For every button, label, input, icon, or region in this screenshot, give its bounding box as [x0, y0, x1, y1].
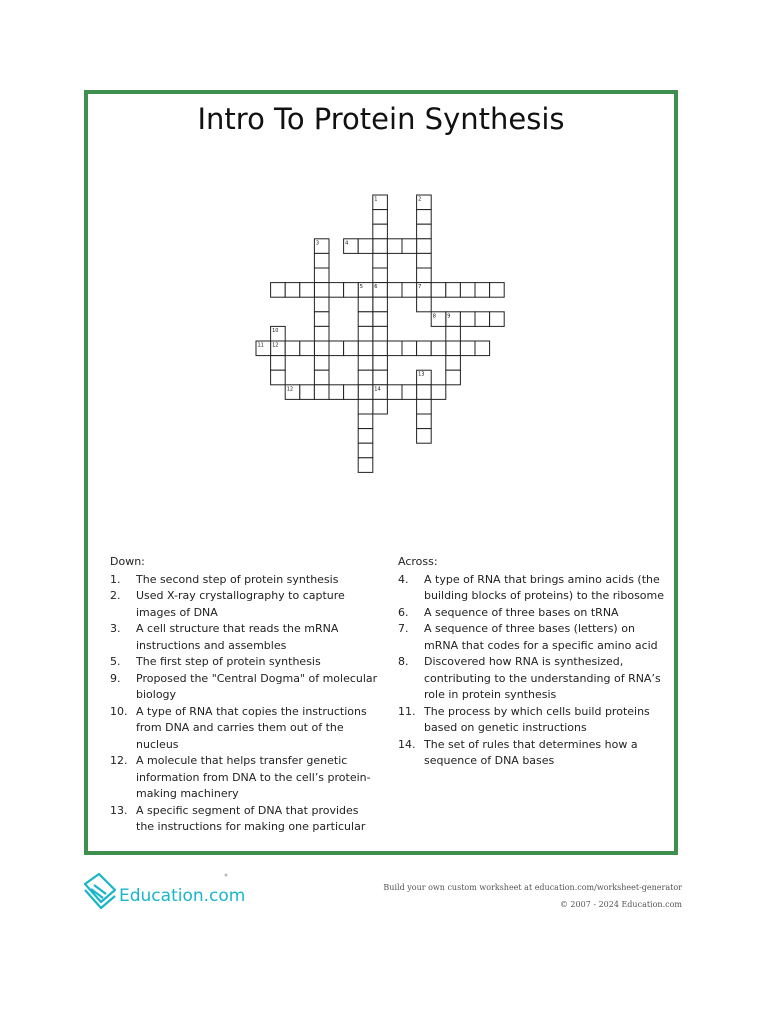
down-clue-number: 1. [110, 572, 121, 586]
grid-cell[interactable] [373, 297, 388, 312]
grid-cell-number: 12 [272, 342, 279, 349]
grid-cell[interactable] [358, 341, 373, 356]
grid-cell[interactable] [358, 356, 373, 371]
down-clue [110, 621, 380, 654]
down-clue-text: A type of RNA that copies the instructions from DNA and carries them out of the nucleus [136, 704, 367, 751]
grid-cell[interactable] [387, 385, 402, 400]
worksheet-frame [84, 90, 678, 855]
grid-cell[interactable] [314, 385, 329, 400]
grid-cell[interactable] [417, 341, 432, 356]
grid-cell[interactable] [358, 414, 373, 429]
across-clue-number: 14. [398, 737, 416, 751]
across-clue [398, 621, 668, 654]
grid-cell[interactable] [358, 239, 373, 254]
grid-cell[interactable] [475, 283, 490, 298]
grid-cell[interactable] [417, 297, 432, 312]
grid-cell[interactable] [373, 370, 388, 385]
grid-cell[interactable] [373, 312, 388, 327]
down-clue-text: A molecule that helps transfer genetic information from DNA to the cell’s protein-making machinery [136, 754, 371, 800]
grid-cell[interactable] [490, 312, 505, 327]
grid-cell[interactable] [387, 341, 402, 356]
across-clues [398, 554, 668, 770]
education-logo-text[interactable]: Education.com [119, 886, 246, 906]
grid-cell-number: 9 [447, 313, 451, 320]
grid-cell[interactable] [417, 210, 432, 225]
down-clue [110, 671, 380, 704]
grid-cell[interactable] [431, 283, 446, 298]
down-clue-number: 13. [110, 803, 128, 817]
across-clue-text: A sequence of three bases (letters) on mRNA that codes for a specific amino acid [424, 622, 658, 652]
grid-cell[interactable] [329, 283, 344, 298]
grid-cell[interactable] [285, 283, 300, 298]
grid-cell[interactable] [373, 326, 388, 341]
down-clue [110, 704, 380, 754]
grid-cell[interactable] [417, 414, 432, 429]
down-clue [110, 654, 380, 671]
down-clue-text: Proposed the "Central Dogma" of molecular biology [136, 671, 378, 701]
across-clue-number: 8. [398, 655, 409, 668]
grid-cell[interactable] [314, 370, 329, 385]
down-clue-number: 5. [110, 655, 121, 668]
grid-cell[interactable] [490, 283, 505, 298]
grid-cell[interactable] [417, 429, 432, 444]
grid-cell-number: 10 [272, 327, 279, 334]
down-clue [110, 588, 380, 621]
across-clue-text: A type of RNA that brings amino acids (the building blocks of proteins) to the ribosome [424, 572, 665, 602]
down-clue-number: 12. [110, 754, 128, 767]
grid-cell-number: 8 [432, 313, 436, 320]
grid-cell[interactable] [373, 253, 388, 268]
grid-cell[interactable] [417, 239, 432, 254]
across-clue-number: 7. [398, 622, 409, 635]
down-clue-text: Used X-ray crystallography to capture images of DNA [136, 589, 345, 619]
grid-cell[interactable] [460, 312, 475, 327]
grid-cell-number: 5 [359, 284, 363, 291]
worksheet-generator-link[interactable]: Build your own custom worksheet at education.com/worksheet-generator [383, 883, 682, 892]
grid-cell[interactable] [358, 312, 373, 327]
down-clue [110, 572, 380, 589]
worksheet-title: Intro To Protein Synthesis [197, 102, 565, 136]
grid-cell[interactable] [402, 283, 417, 298]
down-clue-number: 9. [110, 671, 121, 685]
across-clue [398, 572, 668, 605]
across-clue-text: A sequence of three bases on tRNA [424, 605, 619, 619]
grid-cell[interactable] [285, 341, 300, 356]
grid-cell[interactable] [446, 283, 461, 298]
grid-cell[interactable] [460, 341, 475, 356]
grid-cell-number: 6 [374, 284, 378, 291]
grid-cell[interactable] [358, 297, 373, 312]
grid-cell-number: 3 [315, 240, 320, 247]
crossword-grid [88, 94, 682, 534]
grid-cell[interactable] [300, 385, 315, 400]
grid-cell[interactable] [358, 458, 373, 473]
grid-cell[interactable] [402, 239, 417, 254]
grid-cell[interactable] [314, 253, 329, 268]
grid-cell[interactable] [446, 356, 461, 371]
grid-cell[interactable] [402, 385, 417, 400]
grid-cell[interactable] [373, 356, 388, 371]
across-clue-text: The process by which cells build proteins based on genetic instructions [424, 704, 650, 734]
grid-cell[interactable] [314, 341, 329, 356]
grid-cell[interactable] [431, 341, 446, 356]
grid-cell[interactable] [329, 385, 344, 400]
down-clue [110, 803, 380, 836]
grid-cell[interactable] [358, 399, 373, 414]
down-clue-number: 2. [110, 589, 121, 602]
grid-cell[interactable] [373, 224, 388, 239]
grid-cell[interactable] [373, 341, 388, 356]
down-clue-text: A specific segment of DNA that provides the instructions for making one particular [136, 803, 366, 833]
down-clue [110, 753, 380, 803]
grid-cell[interactable] [417, 224, 432, 239]
across-clue-number: 4. [398, 572, 409, 586]
across-clue [398, 605, 668, 622]
down-clue-text: A cell structure that reads the mRNA instructions and assembles [136, 622, 339, 652]
grid-cell[interactable] [417, 399, 432, 414]
grid-cell-number: 2 [418, 196, 422, 203]
grid-cell[interactable] [417, 385, 432, 400]
grid-cell[interactable] [329, 341, 344, 356]
grid-cell[interactable] [475, 341, 490, 356]
grid-cell-number: 12 [286, 386, 294, 393]
grid-cell[interactable] [417, 268, 432, 283]
down-clues [110, 554, 380, 836]
grid-cell-number: 14 [374, 386, 381, 393]
down-clue-number: 3. [110, 622, 121, 635]
grid-cell[interactable] [446, 326, 461, 341]
grid-cell[interactable] [271, 283, 286, 298]
across-clue-number: 11. [398, 704, 416, 718]
grid-cell[interactable] [314, 356, 329, 371]
grid-cell-number: 4 [345, 240, 349, 247]
grid-cell[interactable] [358, 385, 373, 400]
grid-cell[interactable] [314, 268, 329, 283]
grid-cell[interactable] [271, 370, 286, 385]
grid-cell[interactable] [314, 312, 329, 327]
grid-cell[interactable] [300, 283, 315, 298]
copyright-text: © 2007 - 2024 Education.com [559, 900, 682, 909]
grid-cell[interactable] [446, 341, 461, 356]
grid-cell[interactable] [387, 283, 402, 298]
grid-cell[interactable] [431, 385, 446, 400]
across-clue [398, 737, 668, 770]
grid-cell-number: 13 [418, 371, 425, 378]
grid-cell[interactable] [314, 297, 329, 312]
grid-cell[interactable] [358, 443, 373, 458]
down-clue-text: The second step of protein synthesis [136, 572, 339, 586]
grid-cell[interactable] [387, 239, 402, 254]
grid-cell[interactable] [402, 341, 417, 356]
grid-cell[interactable] [344, 341, 359, 356]
grid-cell[interactable] [475, 312, 490, 327]
grid-cell[interactable] [344, 283, 359, 298]
across-clue-text: Discovered how RNA is synthesized, contributing to the understanding of RNA’s role in protein synthesis [424, 655, 661, 701]
grid-cell[interactable] [373, 268, 388, 283]
grid-cell-number: 7 [418, 284, 422, 291]
grid-cell[interactable] [358, 429, 373, 444]
across-clue [398, 654, 668, 704]
grid-cell[interactable] [373, 399, 388, 414]
grid-cell[interactable] [314, 283, 329, 298]
grid-cell-number: 1 [374, 196, 378, 203]
grid-cell[interactable] [373, 239, 388, 254]
across-heading: Across: [398, 555, 438, 568]
grid-cell[interactable] [314, 326, 329, 341]
across-clue [398, 704, 668, 737]
across-clue-text: The set of rules that determines how a sequence of DNA bases [424, 737, 638, 767]
grid-cell[interactable] [460, 283, 475, 298]
grid-cell[interactable] [417, 253, 432, 268]
grid-cell-number: 11 [257, 342, 264, 349]
across-clue-number: 6. [398, 605, 409, 619]
grid-cell[interactable] [300, 341, 315, 356]
grid-cell[interactable] [344, 385, 359, 400]
down-clue-number: 10. [110, 704, 128, 718]
down-clue-text: The first step of protein synthesis [136, 655, 321, 668]
grid-cell[interactable] [271, 356, 286, 371]
grid-cell[interactable] [358, 326, 373, 341]
grid-cell[interactable] [358, 370, 373, 385]
grid-cell[interactable] [373, 210, 388, 225]
grid-cell[interactable] [446, 370, 461, 385]
down-heading: Down: [110, 555, 145, 568]
